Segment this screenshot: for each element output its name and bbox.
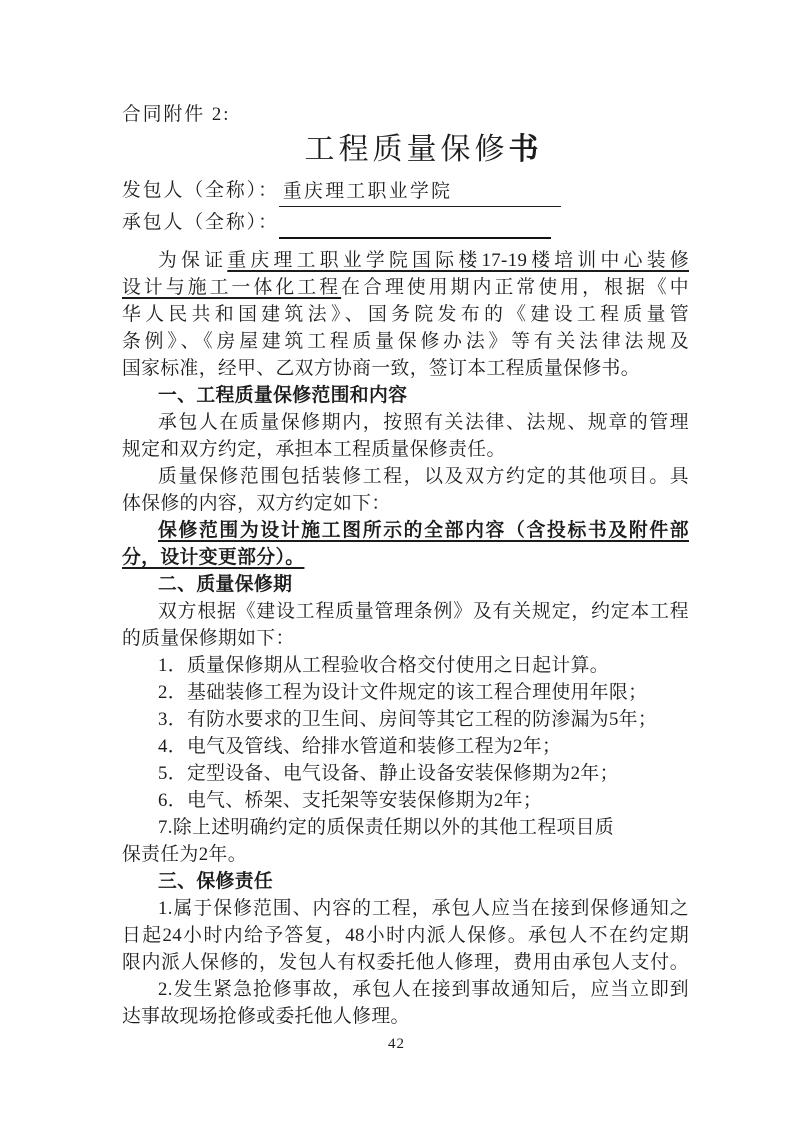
page-title [122,129,689,171]
text-segment: 设计与施工一体化工程 [122,277,342,298]
text-segment: 为保证 [158,250,228,271]
employer-value: 重庆理工职业学院 [279,178,561,207]
text-segment: 7.除上述明确约定的质保责任期以外的其他工程项目质 [158,817,615,838]
section-heading [122,571,689,598]
text-segment: 双方根据《建设工程质量管理条例》及有关规定，约定本工程 [158,601,689,622]
para-line [122,949,689,976]
text-segment: 6．电气、桥架、支托架等安装保修期为2年； [158,790,543,811]
text-segment: 质量保修范围包括装修工程，以及双方约定的其他项目。具 [158,466,689,487]
section-heading [122,868,689,895]
attachment-label: 合同附件 2: [122,104,231,125]
text-segment: 1.属于保修范围、内容的工程，承包人应当在接到保修通知之 [158,898,689,919]
para-line [122,301,689,328]
para-line [122,598,689,625]
text-segment: 二、质量保修期 [158,574,293,595]
contractor-label: 承包人（全称）： [122,212,279,233]
text-segment: 4．电气及管线、给排水管道和装修工程为2年； [158,736,562,757]
para-line [122,1003,689,1030]
list-item [122,895,689,922]
text-segment: 体保修的内容，双方约定如下： [122,493,391,514]
text-segment: 的质量保修期如下： [122,628,295,649]
text-segment: 承包人在质量保修期内，按照有关法律、法规、规章的管理 [158,412,689,433]
text-segment: 在合理使用期内正常使用，根据《中 [341,277,689,298]
text-segment: 条例》、《房屋建筑工程质量保修办法》等有关法律法规及 [122,331,689,352]
list-item [122,706,689,733]
text-segment: 2.发生紧急抢修事故，承包人在接到事故通知后，应当立即到 [158,979,689,1000]
para-line [122,247,689,274]
text-segment: 一、工程质量保修范围和内容 [158,385,408,406]
para-line [122,625,689,652]
text-segment: 限内派人保修的，发包人有权委托他人修理，费用由承包人支付。 [122,952,689,973]
para-line [122,490,689,517]
text-segment: 3．有防水要求的卫生间、房间等其它工程的防渗漏为5年； [158,709,658,730]
text-segment: 三、保修责任 [158,871,274,892]
para-line [122,409,689,436]
text-segment: 重庆理工职业学院国际楼17-19楼培训中心装修 [227,250,689,271]
text-segment: 分，设计变更部分）。 [122,547,305,568]
para-line [122,328,689,355]
para-line [122,436,689,463]
list-item [122,733,689,760]
para-line [122,463,689,490]
page-title-bold: 书 [508,133,543,166]
para-line [122,841,689,868]
text-segment: 华人民共和国建筑法》、国务院发布的《建设工程质量管 [122,304,689,325]
text-segment: 日起24小时内给予答复，48小时内派人保修。承包人不在约定期 [122,925,689,946]
list-item [122,652,689,679]
list-item [122,787,689,814]
text-segment: 规定和双方约定，承担本工程质量保修责任。 [122,439,506,460]
employer-label: 发包人（全称）： [122,180,279,201]
list-item [122,679,689,706]
document-body [122,247,689,1030]
para-line [122,544,689,571]
text-segment: 保修范围为设计施工图所示的全部内容（含投标书及附件部 [158,520,689,541]
list-item [122,976,689,1003]
contractor-value [279,210,551,239]
page-number: 42 [388,1036,405,1052]
employer-line [122,175,689,207]
text-segment: 2．基础装修工程为设计文件规定的该工程合理使用年限； [158,682,648,703]
para-line [122,274,689,301]
list-item [122,814,689,841]
text-segment: 5．定型设备、电气设备、静止设备安装保修期为2年； [158,763,619,784]
para-line [122,922,689,949]
section-heading [122,382,689,409]
contractor-line [122,207,689,239]
para-line [122,517,689,544]
para-line [122,355,689,382]
list-item [122,760,689,787]
text-segment: 保责任为2年。 [122,844,247,865]
text-segment: 国家标准，经甲、乙双方协商一致，签订本工程质量保修书。 [122,358,640,379]
text-segment: 1．质量保修期从工程验收合格交付使用之日起计算。 [158,655,609,676]
text-segment: 达事故现场抢修或委托他人修理。 [122,1006,410,1027]
page-title-regular: 工程质量保修 [304,133,509,166]
